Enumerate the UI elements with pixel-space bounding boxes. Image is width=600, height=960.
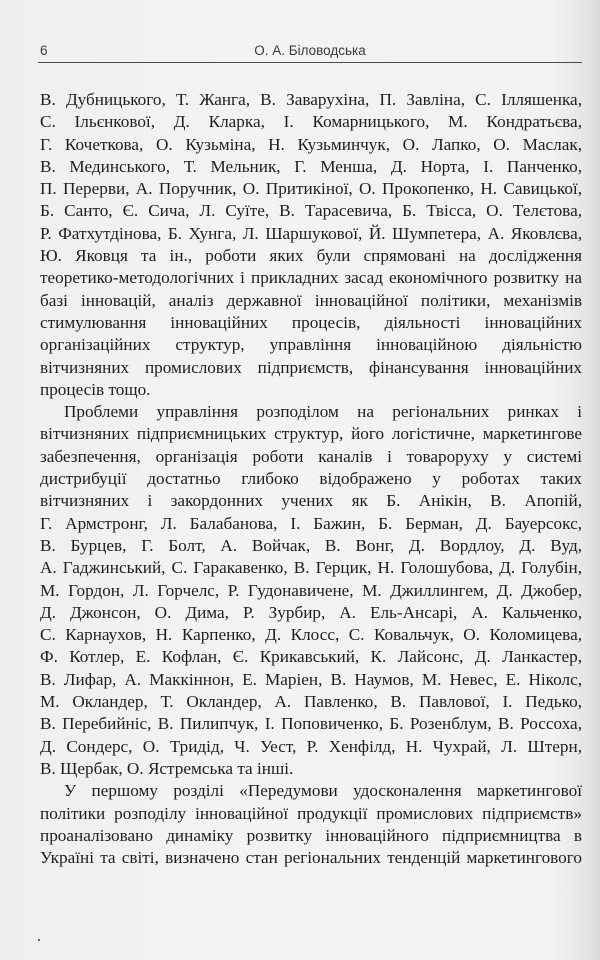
text-line: У першому розділі «Передумови удосконалення маркетингової xyxy=(64,781,582,801)
text-line: П. Перерви, А. Поручник, О. Притикіної, О. Прокопенко, Н. Савицької, xyxy=(40,179,582,199)
text-line: В. Лифар, А. Маккіннон, Е. Маріен, В. Наумов, М. Невес, Е. Ніколс, xyxy=(40,669,582,689)
text-line: вітчизняних підприємницьких структур, його логістичне, маркетингове xyxy=(40,424,582,444)
text-line: базі інновацій, аналіз державної інноваційної політики, механізмів xyxy=(40,290,582,310)
text-line: дистрибуції достатньо глибоко відображено у роботах таких xyxy=(40,469,582,489)
paragraph-1 xyxy=(40,89,582,401)
text-line: теоретико-методологічних і прикладних засад економічного розвитку на xyxy=(40,268,582,288)
text-line: М. Окландер, Т. Окландер, А. Павленко, В. Павлової, І. Педько, xyxy=(40,692,582,712)
paragraph-3 xyxy=(40,780,582,869)
page-header xyxy=(38,40,582,62)
paragraph-2 xyxy=(40,401,582,780)
print-speck xyxy=(38,939,40,941)
text-line: стимулювання інноваційних процесів, діяльності інноваційних xyxy=(40,312,582,332)
text-line: В. Щербак, О. Ястремська та інші. xyxy=(40,758,294,778)
text-line: Д. Сондерс, О. Тридід, Ч. Уест, Р. Хенфілд, Н. Чухрай, Л. Штерн, xyxy=(40,736,582,756)
text-line: С. Ільєнкової, Д. Кларка, І. Комарницького, М. Кондратьєва, xyxy=(40,112,582,132)
text-line: Б. Санто, Є. Сича, Л. Суїте, В. Тарасевича, Б. Твісса, О. Телєтова, xyxy=(40,201,582,221)
text-line: Г. Армстронг, Л. Балабанова, І. Бажин, Б. Берман, Д. Бауерсокс, xyxy=(40,513,582,533)
body-text xyxy=(40,89,582,869)
text-line: Ф. Котлер, Е. Кофлан, Є. Крикавський, К. Лайсонс, Д. Ланкастер, xyxy=(40,647,582,667)
text-line: В. Бурцев, Г. Болт, А. Войчак, В. Вонг, Д. Вордлоу, Д. Вуд, xyxy=(40,535,582,555)
text-line: організаційних структур, управління інноваційною діяльністю xyxy=(40,335,582,355)
text-line: забезпечення, організація роботи каналів і товароруху у системі xyxy=(40,446,582,466)
text-line: вітчизняних і закордонних учених як Б. Анікін, В. Апопій, xyxy=(40,491,582,511)
text-line: М. Гордон, Л. Горчелс, Р. Гудонавичене, М. Джиллингем, Д. Джобер, xyxy=(40,580,582,600)
text-line: Україні та світі, визначено стан регіональних тенденцій маркетингового xyxy=(40,848,582,868)
text-line: політики розподілу інноваційної продукції промислових підприємств» xyxy=(40,803,582,823)
text-line: Ю. Яковця та ін., роботи яких були спрямовані на дослідження xyxy=(40,246,582,266)
text-line: В. Перебийніс, В. Пилипчук, І. Поповиченко, Б. Розенблум, В. Россоха, xyxy=(40,714,582,734)
text-line: В. Мединського, Т. Мельник, Г. Менша, Д. Норта, І. Панченко, xyxy=(40,156,582,176)
header-rule xyxy=(38,62,582,63)
text-line: процесів тощо. xyxy=(40,379,151,399)
text-line: вітчизняних промислових підприємств, фінансування інноваційних xyxy=(40,357,582,377)
text-line: Д. Джонсон, О. Дима, Р. Зурбир, А. Ель-Ансарі, А. Кальченко, xyxy=(40,602,582,622)
text-line: Р. Фатхутдінова, Б. Хунга, Л. Шаршукової, Й. Шумпетера, А. Яковлєва, xyxy=(40,223,582,243)
text-line: проаналізовано динаміку розвитку інноваційного підприємництва в xyxy=(40,825,582,845)
text-line: С. Карнаухов, Н. Карпенко, Д. Клосс, С. Ковальчук, О. Коломицева, xyxy=(40,625,582,645)
running-title: О. А. Біловодська xyxy=(254,43,366,58)
text-line: А. Гаджинський, С. Гаракавенко, В. Герцик, Н. Голошубова, Д. Голубін, xyxy=(40,558,582,578)
page-number: 6 xyxy=(40,43,48,58)
text-line: Проблеми управління розподілом на регіональних ринках і xyxy=(64,402,582,422)
text-line: Г. Кочеткова, О. Кузьміна, Н. Кузьминчук, О. Лапко, О. Маслак, xyxy=(40,134,582,154)
text-line: В. Дубницького, Т. Жанга, В. Заварухіна, П. Завліна, С. Ілляшенка, xyxy=(40,90,582,109)
